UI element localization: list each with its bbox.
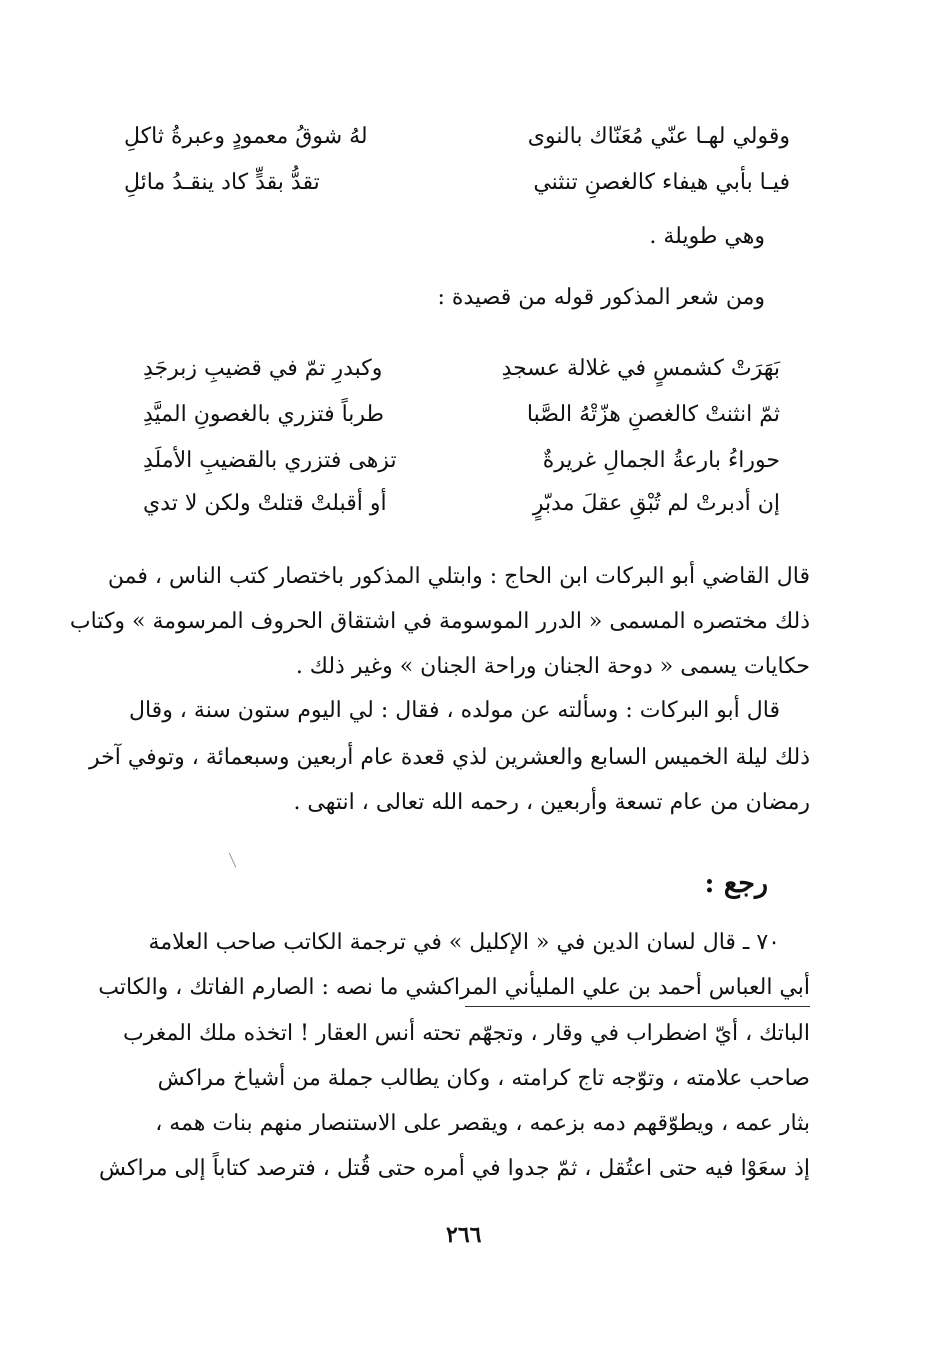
paragraph-3-line-5: بثار عمه ، ويطوّقهم دمه بزعمه ، ويقصر على الاستنصار منهم بنات همه ، bbox=[155, 1111, 810, 1136]
paragraph-3-line-4: صاحب علامته ، وتوّجه تاج كرامته ، وكان يطالب جملة من أشياخ مراكش bbox=[157, 1066, 810, 1091]
paragraph-3-line-3: الباتك ، أيّ اضطراب في وقار ، وتجهّم تحته أنس العقار ! اتخذه ملك المغرب bbox=[123, 1021, 810, 1046]
poem-2-verse-1-first-hemistich: بَهَرَتْ كشمسٍ في غلالة عسجدِ bbox=[501, 356, 780, 381]
poem-2-verse-1-second-hemistich: وكبدرِ تمّ في قضيبِ زبرجَدِ bbox=[143, 356, 383, 381]
poem-2-verse-3-first-hemistich: حوراءُ بارعةُ الجمالِ غريرةٌ bbox=[542, 448, 780, 473]
poem-2-intro: ومن شعر المذكور قوله من قصيدة : bbox=[437, 285, 765, 310]
paragraph-1-line-3: حكايات يسمى « دوحة الجنان وراحة الجنان » وغير ذلك . bbox=[295, 654, 810, 679]
paragraph-2-line-2: ذلك ليلة الخميس السابع والعشرين لذي قعدة عام أربعين وسبعمائة ، وتوفي آخر bbox=[88, 745, 810, 770]
poem-2-verse-4-second-hemistich: أو أقبلتْ قتلتْ ولكن لا تدي bbox=[143, 491, 387, 516]
paragraph-3-line-1: ٧٠ ـ قال لسان الدين في « الإكليل » في ترجمة الكاتب صاحب العلامة bbox=[148, 930, 780, 955]
handwritten-underline bbox=[465, 1006, 810, 1007]
paragraph-1-line-1: قال القاضي أبو البركات ابن الحاج : وابتلي المذكور باختصار كتب الناس ، فمن bbox=[107, 564, 810, 589]
paragraph-3-line-6: إذ سعَوْا فيه حتى اعتُقل ، ثمّ جدوا في أمره حتى قُتل ، فترصد كتاباً إلى مراكش bbox=[98, 1156, 810, 1181]
poem-2-verse-4-first-hemistich: إن أدبرتْ لم تُبْقِ عقلَ مدبّرٍ bbox=[532, 491, 780, 516]
verse-1-second-hemistich: لهُ شوقُ معمودٍ وعبرةُ ثاكلِ bbox=[124, 124, 368, 149]
verse-2-second-hemistich: تقدُّ بقدٍّ كاد ينقـدُ مائلِ bbox=[124, 170, 320, 195]
paragraph-3-line-2: أبي العباس أحمد بن علي المليأني المراكشي ما نصه : الصارم الفاتك ، والكاتب bbox=[98, 975, 810, 1000]
section-heading: رجع : bbox=[704, 868, 768, 899]
stray-pen-mark bbox=[229, 853, 237, 868]
paragraph-2-line-3: رمضان من عام تسعة وأربعين ، رحمه الله تعالى ، انتهى . bbox=[293, 790, 810, 815]
page-number: ٢٦٦ bbox=[446, 1222, 482, 1248]
poem-2-verse-2-second-hemistich: طرباً فتزري بالغصونِ الميَّدِ bbox=[143, 402, 385, 427]
poem-2-verse-3-second-hemistich: تزهى فتزري بالقضيبِ الأملَدِ bbox=[143, 448, 397, 473]
verse-1-first-hemistich: وقولي لهـا عنّي مُعَنّاك بالنوى bbox=[527, 124, 790, 149]
poem-1-note: وهي طويلة . bbox=[649, 224, 765, 249]
paragraph-1-line-2: ذلك مختصره المسمى « الدرر الموسومة في اشتقاق الحروف المرسومة » وكتاب bbox=[69, 609, 810, 634]
verse-2-first-hemistich: فيـا بأبي هيفاء كالغصنِ تنثني bbox=[533, 170, 790, 195]
paragraph-2-line-1: قال أبو البركات : وسألته عن مولده ، فقال : لي اليوم ستون سنة ، وقال bbox=[128, 698, 780, 723]
poem-2-verse-2-first-hemistich: ثمّ انثنتْ كالغصنِ هزّتْهُ الصَّبا bbox=[526, 402, 780, 427]
